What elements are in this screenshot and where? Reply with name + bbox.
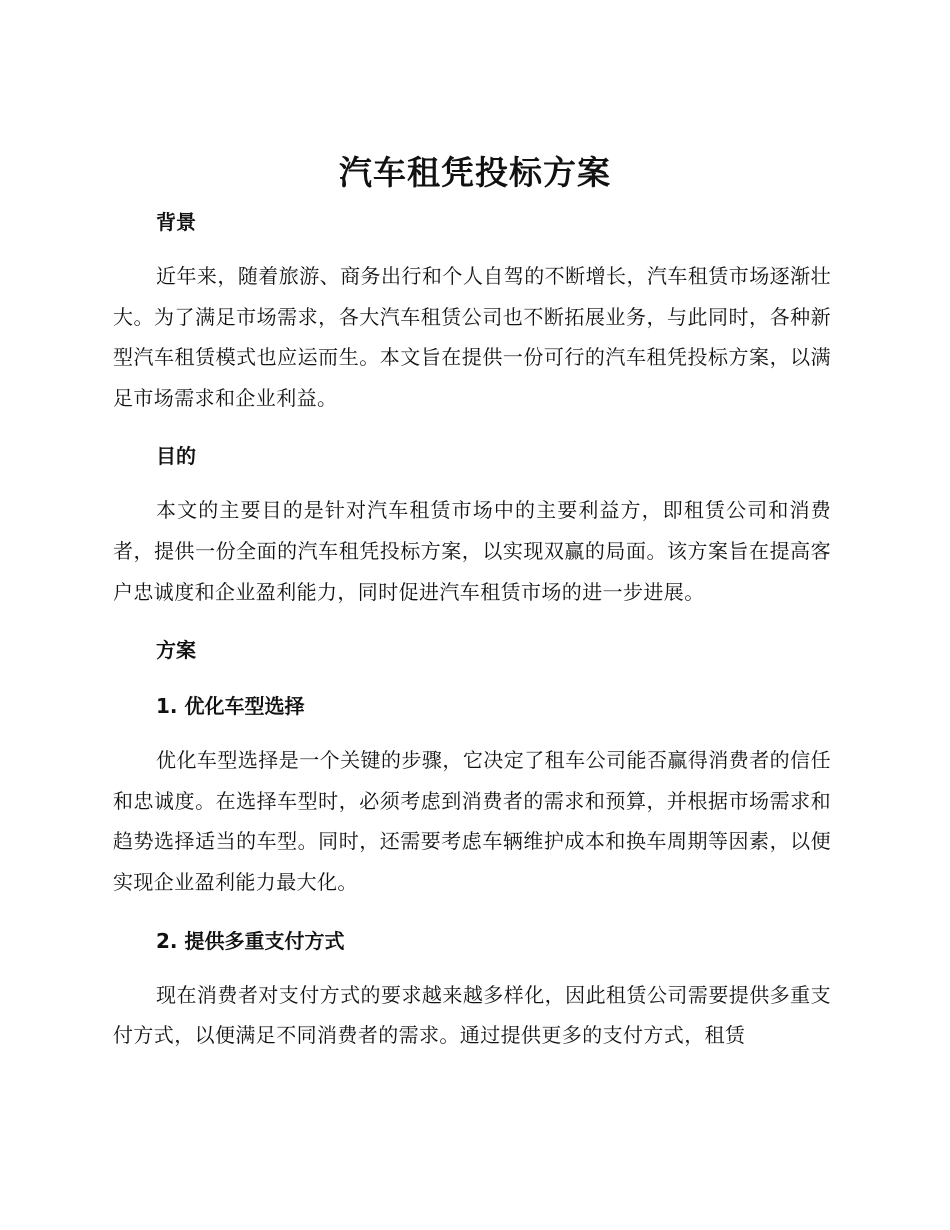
section-paragraph-payment-methods: 现在消费者对支付方式的要求越来越多样化，因此租赁公司需要提供多重支付方式，以便满足不同消费者的需求。通过提供更多的支付方式，租赁 — [113, 982, 831, 1048]
section-heading-optimize-models: 1. 优化车型选择 — [156, 694, 305, 719]
section-heading-background: 背景 — [156, 210, 196, 234]
document-body — [113, 200, 831, 1056]
section-heading-purpose: 目的 — [156, 444, 196, 469]
section-paragraph-purpose: 本文的主要目的是针对汽车租赁市场中的主要利益方，即租赁公司和消费者，提供一份全面的汽车租凭投标方案，以实现双赢的局面。该方案旨在提高客户忠诚度和企业盈利能力，同时促进汽车租赁市场的进一步进展。 — [113, 498, 831, 604]
section-paragraph-background: 近年来，随着旅游、商务出行和个人自驾的不断增长，汽车租赁市场逐渐壮大。为了满足市场需求，各大汽车租赁公司也不断拓展业务，与此同时，各种新型汽车租赁模式也应运而生。本文旨在提供一份可行的汽车租凭投标方案，以满足市场需求和企业利益。 — [113, 264, 831, 410]
section-paragraph-optimize-models: 优化车型选择是一个关键的步骤，它决定了租车公司能否赢得消费者的信任和忠诚度。在选择车型时，必须考虑到消费者的需求和预算，并根据市场需求和趋势选择适当的车型。同时，还需要考虑车辆维护成本和换车周期等因素，以便实现企业盈利能力最大化。 — [113, 748, 831, 894]
document-title: 汽车租凭投标方案 — [339, 153, 611, 192]
section-heading-payment-methods: 2. 提供多重支付方式 — [156, 928, 345, 953]
section-heading-plan: 方案 — [156, 638, 196, 663]
